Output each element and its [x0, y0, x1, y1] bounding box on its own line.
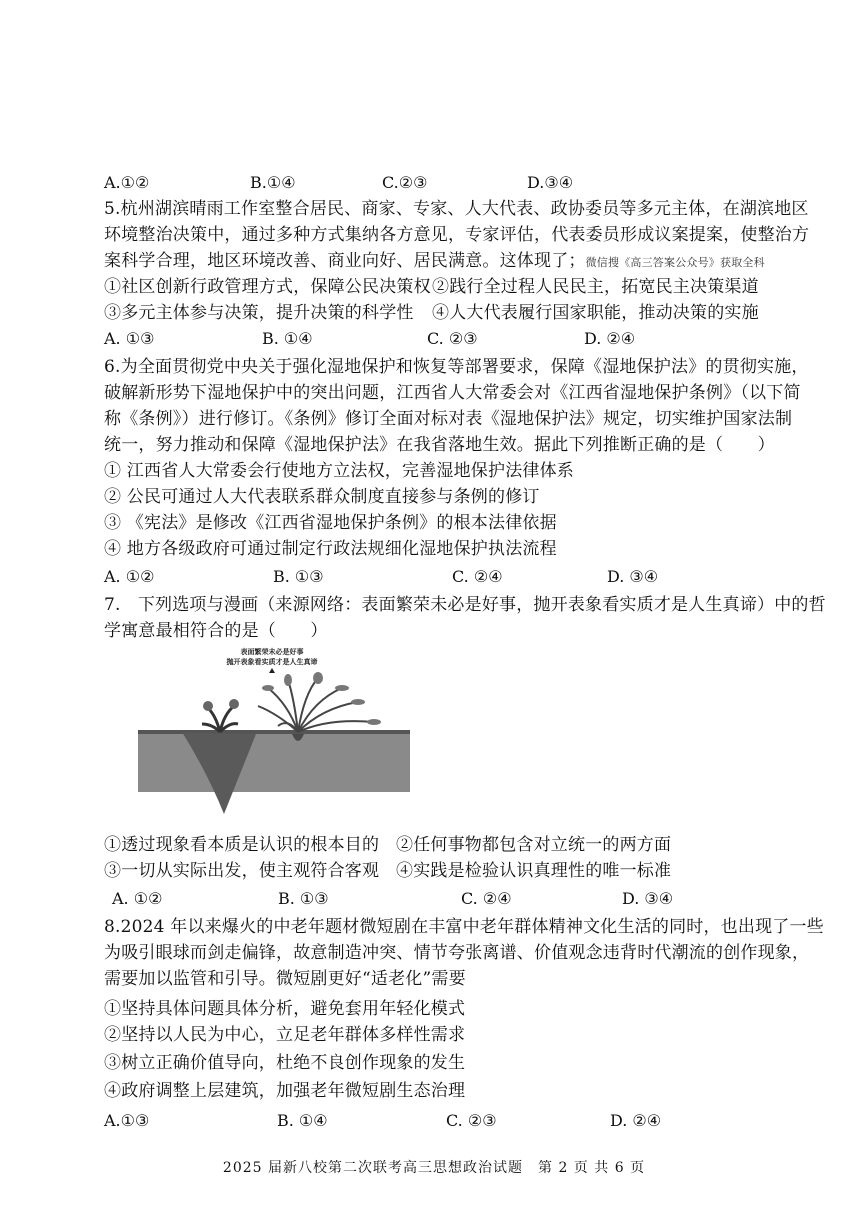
q5-option-c: C. ②③ — [427, 329, 478, 348]
page-footer: 2025 届新八校第二次联考高三思想政治试题 第 2 页 共 6 页 — [222, 1160, 646, 1176]
cartoon-ground — [138, 732, 410, 792]
q6-statement-2: ② 公民可通过人大代表联系群众制度直接参与条例的修订 — [104, 487, 540, 507]
cartoon-lush-plant — [258, 678, 374, 732]
q7-option-a: A. ①② — [112, 889, 163, 908]
q8-option-a: A.①③ — [104, 1111, 150, 1130]
q4-option-b: B.①④ — [250, 173, 296, 192]
q5-statement-1: ①社区创新行政管理方式，保障公民决策权 — [104, 277, 431, 297]
q4-option-a: A.①② — [104, 173, 150, 192]
q8-stem-line-2: 为吸引眼球而剑走偏锋，故意制造冲突、情节夸张离谱、价值观念违背时代潮流的创作现象， — [104, 943, 810, 963]
q6-option-d: D. ③④ — [607, 567, 659, 586]
q6-statement-4: ④ 地方各级政府可通过制定行政法规细化湿地保护执法流程 — [104, 539, 557, 559]
q6-option-c: C. ②④ — [452, 567, 503, 586]
q7-option-c: C. ②④ — [461, 889, 512, 908]
q6-statement-1: ① 江西省人大常委会行使地方立法权，完善湿地保护法律体系 — [104, 461, 575, 481]
q5-option-d: D. ②④ — [584, 329, 636, 348]
q7-stem-line-2: 学寓意最相符合的是（ ） — [104, 621, 328, 641]
q5-statement-2: ②践行全过程人民民主，拓宽民主决策渠道 — [432, 277, 759, 297]
cartoon-leaf — [203, 701, 213, 711]
q5-statement-3: ③多元主体参与决策，提升决策的科学性 — [104, 303, 414, 323]
q7-stem-line-1: 7. 下列选项与漫画（来源网络：表面繁荣未必是好事，抛开表象看实质才是人生真谛）中的哲 — [104, 595, 826, 615]
q5-stem-line-3 — [104, 250, 765, 274]
q7-statement-2: ②任何事物都包含对立统一的两方面 — [396, 835, 672, 855]
q6-stem-line-4: 统一，努力推动和保障《湿地保护法》在我省落地生效。据此下列推断正确的是（ ） — [104, 435, 775, 455]
watermark-text: 微信搜《高三答案公众号》获取全科 — [585, 256, 765, 269]
q6-statement-3: ③ 《宪法》是修改《江西省湿地保护条例》的根本法律依据 — [104, 513, 557, 533]
cartoon-arrow — [269, 668, 275, 673]
cartoon-leaf — [229, 699, 239, 709]
cartoon-image — [138, 644, 410, 820]
q7-statement-4: ④实践是检验认识真理性的唯一标准 — [396, 861, 672, 881]
q6-stem-line-3: 称《条例》）进行修订。《条例》修订全面对标对表《湿地保护法》规定，切实维护国家法制 — [104, 409, 793, 429]
q7-option-d: D. ③④ — [622, 889, 674, 908]
q8-statement-3: ③树立正确价值导向，杜绝不良创作现象的发生 — [104, 1053, 466, 1073]
q5-statement-4: ④人大代表履行国家职能，推动决策的实施 — [432, 303, 759, 323]
q8-option-d: D. ②④ — [610, 1111, 662, 1130]
q8-statement-4: ④政府调整上层建筑，加强老年微短剧生态治理 — [104, 1081, 466, 1101]
q8-option-b: B. ①④ — [277, 1111, 328, 1130]
cartoon-ground-surface — [138, 730, 410, 734]
q8-stem-line-3: 需要加以监管和引导。微短剧更好“适老化”需要 — [104, 969, 466, 989]
q4-option-d: D.③④ — [527, 173, 574, 192]
q5-stem-text: 案科学合理，地区环境改善、商业向好、居民满意。这体现了； — [104, 251, 586, 271]
q5-stem-line-2: 环境整治决策中，通过多种方式集纳各方意见，专家评估，代表委员形成议案提案，使整治方 — [104, 225, 810, 245]
q7-statement-1: ①透过现象看本质是认识的根本目的 — [104, 835, 380, 855]
q5-option-a: A. ①③ — [104, 329, 155, 348]
cartoon-caption-1: 表面繁荣未必是好事 — [240, 648, 304, 656]
cartoon-caption-2: 抛开表象看实质才是人生真谛 — [226, 658, 318, 666]
q6-stem-line-1: 6.为全面贯彻党中央关于强化湿地保护和恢复等部署要求，保障《湿地保护法》的贯彻实施， — [104, 357, 809, 377]
q6-stem-line-2: 破解新形势下湿地保护中的突出问题，江西省人大常委会对《江西省湿地保护条例》（以下简 — [104, 383, 801, 403]
q7-option-b: B. ①③ — [278, 889, 329, 908]
q6-option-a: A. ①② — [104, 567, 155, 586]
q8-statement-1: ①坚持具体问题具体分析，避免套用年轻化模式 — [104, 999, 466, 1019]
cartoon-drawing — [138, 644, 410, 820]
q8-stem-line-1: 8.2024 年以来爆火的中老年题材微短剧在丰富中老年群体精神文化生活的同时，也出现了一些 — [104, 917, 824, 937]
q8-statement-2: ②坚持以人民为中心，立足老年群体多样性需求 — [104, 1025, 466, 1045]
q5-stem-line-1: 5.杭州湖滨晴雨工作室整合居民、商家、专家、人大代表、政协委员等多元主体，在湖滨地区 — [104, 199, 809, 219]
q7-statement-3: ③一切从实际出发，使主观符合客观 — [104, 861, 380, 881]
q4-option-c: C.②③ — [382, 173, 428, 192]
q6-option-b: B. ①③ — [273, 567, 324, 586]
q8-option-c: C. ②③ — [446, 1111, 497, 1130]
q5-option-b: B. ①④ — [262, 329, 313, 348]
